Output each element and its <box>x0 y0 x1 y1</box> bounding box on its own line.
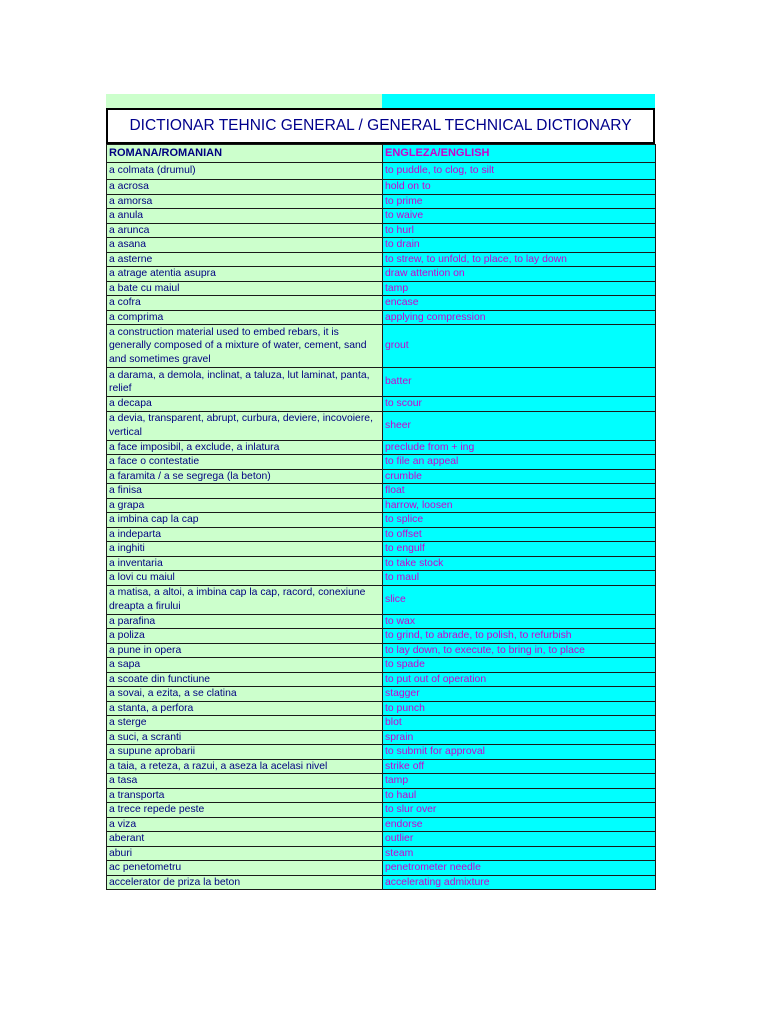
table-row <box>107 296 656 311</box>
table-row <box>107 325 656 368</box>
table-row <box>107 484 656 499</box>
table-row <box>107 745 656 760</box>
table-row <box>107 238 656 253</box>
table-row <box>107 687 656 702</box>
english-term: to punch <box>383 701 656 716</box>
romanian-term: a tasa <box>107 774 383 789</box>
table-row <box>107 310 656 325</box>
table-row <box>107 774 656 789</box>
romanian-term: a lovi cu maiul <box>107 571 383 586</box>
english-term: steam <box>383 846 656 861</box>
table-row <box>107 875 656 890</box>
romanian-term: a arunca <box>107 223 383 238</box>
romanian-term: a scoate din functiune <box>107 672 383 687</box>
romanian-term: aburi <box>107 846 383 861</box>
romanian-term: a faramita / a se segrega (la beton) <box>107 469 383 484</box>
table-row <box>107 672 656 687</box>
english-term: sprain <box>383 730 656 745</box>
english-term: to strew, to unfold, to place, to lay down <box>383 252 656 267</box>
romanian-term: a pune in opera <box>107 643 383 658</box>
table-row <box>107 788 656 803</box>
english-term: to submit for approval <box>383 745 656 760</box>
english-term: to hurl <box>383 223 656 238</box>
romanian-term: a colmata (drumul) <box>107 163 383 180</box>
english-term: to slur over <box>383 803 656 818</box>
romanian-term: a cofra <box>107 296 383 311</box>
romanian-term: a transporta <box>107 788 383 803</box>
table-row <box>107 498 656 513</box>
romanian-term: a sterge <box>107 716 383 731</box>
english-term: preclude from + ing <box>383 440 656 455</box>
english-term: harrow, loosen <box>383 498 656 513</box>
romanian-term: a grapa <box>107 498 383 513</box>
table-row <box>107 397 656 412</box>
romanian-term: a devia, transparent, abrupt, curbura, deviere, incovoiere, vertical <box>107 411 383 440</box>
table-row <box>107 455 656 470</box>
romanian-term: ac penetometru <box>107 861 383 876</box>
table-row <box>107 527 656 542</box>
english-term: to puddle, to clog, to silt <box>383 163 656 180</box>
english-term: batter <box>383 368 656 397</box>
dictionary-table <box>106 144 656 890</box>
romanian-term: a atrage atentia asupra <box>107 267 383 282</box>
english-term: encase <box>383 296 656 311</box>
english-term: to haul <box>383 788 656 803</box>
english-term: to offset <box>383 527 656 542</box>
english-term: to waive <box>383 209 656 224</box>
romanian-term: a imbina cap la cap <box>107 513 383 528</box>
table-row <box>107 411 656 440</box>
table-row <box>107 817 656 832</box>
romanian-term: a comprima <box>107 310 383 325</box>
romanian-term: a sovai, a ezita, a se clatina <box>107 687 383 702</box>
english-term: to splice <box>383 513 656 528</box>
english-term: crumble <box>383 469 656 484</box>
english-term: to put out of operation <box>383 672 656 687</box>
romanian-term: a amorsa <box>107 194 383 209</box>
table-row <box>107 542 656 557</box>
table-row <box>107 585 656 614</box>
english-term: accelerating admixture <box>383 875 656 890</box>
romanian-term: a indeparta <box>107 527 383 542</box>
table-row <box>107 846 656 861</box>
romanian-term: a supune aprobarii <box>107 745 383 760</box>
romanian-term: a taia, a reteza, a razui, a aseza la acelasi nivel <box>107 759 383 774</box>
table-row <box>107 803 656 818</box>
table-row <box>107 281 656 296</box>
romanian-term: a acrosa <box>107 180 383 195</box>
english-term: to prime <box>383 194 656 209</box>
table-row <box>107 223 656 238</box>
english-term: float <box>383 484 656 499</box>
english-term: strike off <box>383 759 656 774</box>
romanian-term: a anula <box>107 209 383 224</box>
english-term: endorse <box>383 817 656 832</box>
english-term: outlier <box>383 832 656 847</box>
dictionary-sheet <box>106 94 655 890</box>
top-color-strip <box>106 94 655 108</box>
english-term: to take stock <box>383 556 656 571</box>
table-row <box>107 643 656 658</box>
table-row <box>107 469 656 484</box>
english-term: hold on to <box>383 180 656 195</box>
romanian-term: aberant <box>107 832 383 847</box>
table-row <box>107 194 656 209</box>
english-term: applying compression <box>383 310 656 325</box>
header-english: ENGLEZA/ENGLISH <box>383 145 656 163</box>
english-term: to grind, to abrade, to polish, to refurbish <box>383 629 656 644</box>
table-row <box>107 730 656 745</box>
english-term: to lay down, to execute, to bring in, to place <box>383 643 656 658</box>
table-row <box>107 180 656 195</box>
romanian-term: a suci, a scranti <box>107 730 383 745</box>
romanian-term: a inghiti <box>107 542 383 557</box>
header-romanian: ROMANA/ROMANIAN <box>107 145 383 163</box>
romanian-term: a construction material used to embed rebars, it is generally composed of a mixture of water, cement, sand and sometimes gravel <box>107 325 383 368</box>
table-row <box>107 832 656 847</box>
english-term: penetrometer needle <box>383 861 656 876</box>
romanian-term: a matisa, a altoi, a imbina cap la cap, racord, conexiune dreapta a firului <box>107 585 383 614</box>
english-term: to drain <box>383 238 656 253</box>
strip-romanian <box>106 94 382 108</box>
table-row <box>107 267 656 282</box>
romanian-term: a asana <box>107 238 383 253</box>
romanian-term: a bate cu maiul <box>107 281 383 296</box>
table-row <box>107 614 656 629</box>
english-term: to spade <box>383 658 656 673</box>
english-term: slice <box>383 585 656 614</box>
english-term: to scour <box>383 397 656 412</box>
romanian-term: a inventaria <box>107 556 383 571</box>
english-term: grout <box>383 325 656 368</box>
romanian-term: a decapa <box>107 397 383 412</box>
english-term: stagger <box>383 687 656 702</box>
romanian-term: a stanta, a perfora <box>107 701 383 716</box>
romanian-term: a poliza <box>107 629 383 644</box>
table-row <box>107 571 656 586</box>
english-term: tamp <box>383 281 656 296</box>
table-row <box>107 759 656 774</box>
table-header-row <box>107 145 656 163</box>
romanian-term: a asterne <box>107 252 383 267</box>
romanian-term: a finisa <box>107 484 383 499</box>
romanian-term: a sapa <box>107 658 383 673</box>
table-row <box>107 440 656 455</box>
strip-english <box>382 94 655 108</box>
romanian-term: a darama, a demola, inclinat, a taluza, lut laminat, panta, relief <box>107 368 383 397</box>
table-row <box>107 861 656 876</box>
table-row <box>107 556 656 571</box>
english-term: to maul <box>383 571 656 586</box>
romanian-term: a face imposibil, a exclude, a inlatura <box>107 440 383 455</box>
english-term: sheer <box>383 411 656 440</box>
table-row <box>107 513 656 528</box>
table-row <box>107 209 656 224</box>
romanian-term: a viza <box>107 817 383 832</box>
table-row <box>107 629 656 644</box>
english-term: to engulf <box>383 542 656 557</box>
english-term: draw attention on <box>383 267 656 282</box>
table-row <box>107 163 656 180</box>
english-term: blot <box>383 716 656 731</box>
table-row <box>107 701 656 716</box>
page-title: DICTIONAR TEHNIC GENERAL / GENERAL TECHNICAL DICTIONARY <box>106 108 655 144</box>
table-row <box>107 252 656 267</box>
english-term: tamp <box>383 774 656 789</box>
romanian-term: accelerator de priza la beton <box>107 875 383 890</box>
romanian-term: a trece repede peste <box>107 803 383 818</box>
table-row <box>107 716 656 731</box>
english-term: to file an appeal <box>383 455 656 470</box>
romanian-term: a parafina <box>107 614 383 629</box>
table-row <box>107 658 656 673</box>
english-term: to wax <box>383 614 656 629</box>
romanian-term: a face o contestatie <box>107 455 383 470</box>
table-row <box>107 368 656 397</box>
